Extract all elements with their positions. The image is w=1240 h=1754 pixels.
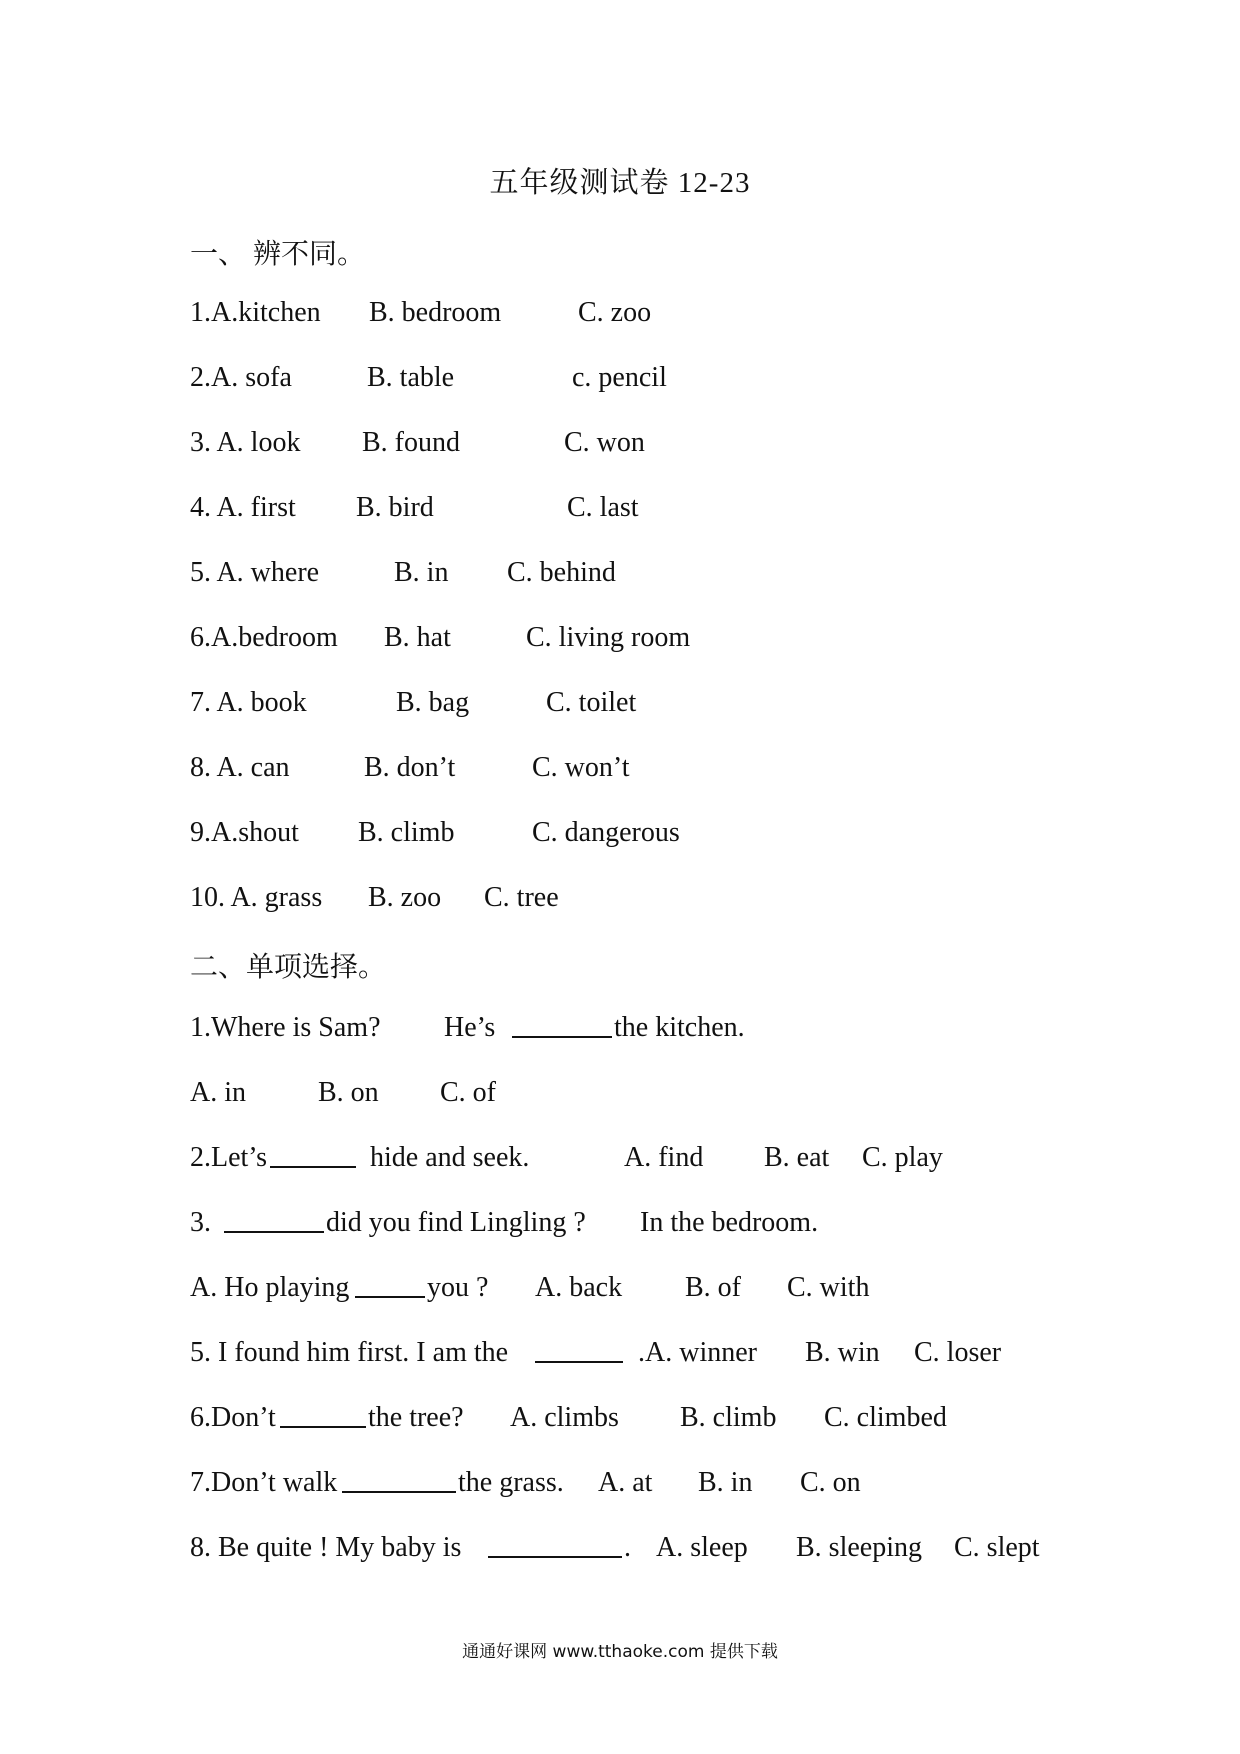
answer-blank [270,1142,356,1176]
option-b: B. eat [764,1142,830,1173]
option-b: B. zoo [368,882,442,913]
option-a: 7. A. book [190,687,307,718]
option-c: C. zoo [578,297,652,328]
option-c: C. climbed [824,1402,947,1433]
question-text: He’s [444,1012,496,1043]
question-text: you ? [427,1272,489,1303]
footer-text: 通通好课网 www.tthaoke.com 提供下载 [462,1642,778,1662]
option-a: A. at [598,1467,653,1498]
option-b: B. sleeping [796,1532,922,1563]
option-b: B. found [362,427,460,458]
question-text: 8. Be quite ! My baby is [190,1532,462,1563]
option-b: B. don’t [364,752,456,783]
page-title: 五年级测试卷 12-23 [489,167,751,199]
option-a: .A. winner [638,1337,757,1368]
option-a: 1.A.kitchen [190,297,321,328]
question-text: the grass. [458,1467,564,1498]
option-b: B. bird [356,492,434,523]
question-text: hide and seek. [370,1142,530,1173]
option-b: B. climb [358,817,455,848]
option-c: C. won [564,427,645,458]
question-text: 2.Let’s [190,1142,267,1173]
option-b: B. table [367,362,455,393]
option-c: C. behind [507,557,616,588]
question-text: . [624,1532,631,1563]
option-a: A. back [535,1272,623,1303]
option-c: C. tree [484,882,559,913]
option-a: 4. A. first [190,492,296,523]
option-b: B. in [394,557,449,588]
option-a: 5. A. where [190,557,320,588]
option-c: C. last [567,492,639,523]
option-a: 10. A. grass [190,882,323,913]
answer-blank [280,1402,366,1436]
question-text: In the bedroom. [640,1207,819,1238]
section-2-heading: 二、单项选择。 [190,952,387,983]
option-c: C. of [440,1077,496,1108]
option-c: C. dangerous [532,817,680,848]
question-text: 3. [190,1207,211,1238]
option-a: 9.A.shout [190,817,299,848]
option-c: c. pencil [572,362,667,393]
option-a: A. find [624,1142,704,1173]
question-text: the tree? [368,1402,464,1433]
option-c: C. slept [954,1532,1040,1563]
answer-blank [535,1337,623,1371]
option-c: C. won’t [532,752,630,783]
option-a: A. sleep [656,1532,748,1563]
question-text: 5. I found him first. I am the [190,1337,509,1368]
option-a: A. in [190,1077,246,1108]
answer-blank [488,1532,622,1566]
option-c: C. toilet [546,687,637,718]
option-a: 3. A. look [190,427,301,458]
answer-blank [512,1012,612,1046]
answer-blank [224,1207,324,1241]
option-a: 8. A. can [190,752,290,783]
question-text: 1.Where is Sam? [190,1012,381,1043]
question-text: 6.Don’t [190,1402,276,1433]
option-b: B. bag [396,687,470,718]
answer-blank [355,1272,425,1306]
section-1-heading: 一、 辨不同。 [190,239,366,270]
option-b: B. of [685,1272,741,1303]
option-b: B. hat [384,622,451,653]
option-b: B. on [318,1077,379,1108]
option-b: B. win [805,1337,880,1368]
option-c: C. with [787,1272,870,1303]
option-a: 6.A.bedroom [190,622,338,653]
option-b: B. climb [680,1402,777,1433]
option-b: B. bedroom [369,297,502,328]
option-b: B. in [698,1467,753,1498]
option-c: C. loser [914,1337,1002,1368]
option-c: C. living room [526,622,691,653]
option-c: C. on [800,1467,861,1498]
answer-blank [342,1467,456,1501]
question-text: 7.Don’t walk [190,1467,338,1498]
option-c: C. play [862,1142,943,1173]
question-text: A. Ho playing [190,1272,350,1303]
option-a: 2.A. sofa [190,362,292,393]
question-text: did you find Lingling ? [326,1207,586,1238]
question-text: the kitchen. [614,1012,745,1043]
option-a: A. climbs [510,1402,619,1433]
